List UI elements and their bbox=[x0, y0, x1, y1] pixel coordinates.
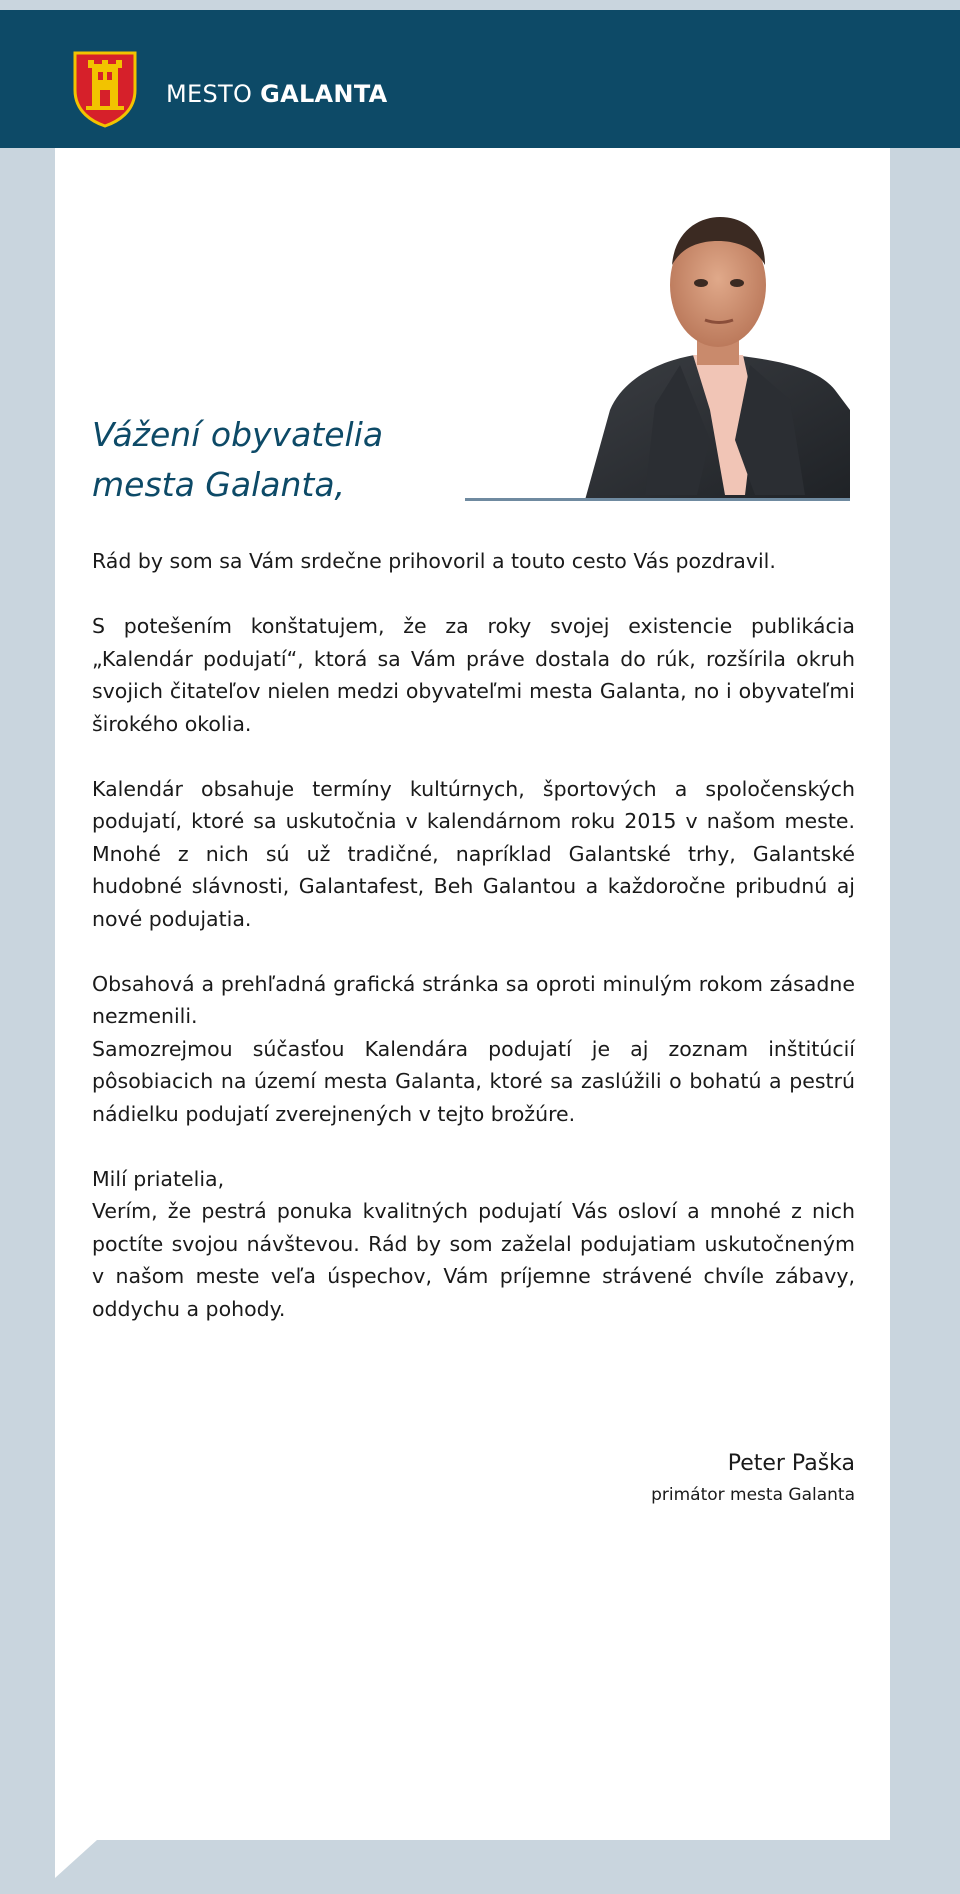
paragraph-institutions: Samozrejmou súčasťou Kalendára podujatí je aj zoznam inštitúcií pôsobiacich na území mesta Galanta, ktoré sa zaslúžili o bohatú a pestrú nádielku podujatí zverejnených v tejto brožúre. bbox=[92, 1036, 855, 1126]
brand-mesto: MESTO bbox=[166, 80, 253, 108]
paragraph-intro: Rád by som sa Vám srdečne prihovoril a touto cesto Vás pozdravil. bbox=[92, 549, 776, 573]
paragraph-closing: Verím, že pestrá ponuka kvalitných podujatí Vás osloví a mnohé z nich poctíte svojou návštevou. Rád by som zaželal podujatiam uskutočneným v našom meste veľa úspechov, Vám príjemne strávené chvíle zábavy, oddychu a pohody. bbox=[92, 1199, 855, 1321]
galanta-coat-of-arms-icon bbox=[72, 50, 138, 128]
signature-name: Peter Paška bbox=[727, 1451, 855, 1476]
photo-underline bbox=[465, 498, 850, 501]
header-bar bbox=[0, 10, 960, 148]
paragraph-layout: Obsahová a prehľadná grafická stránka sa oproti minulým rokom zásadne nezmenili. bbox=[92, 971, 855, 1028]
signature-title: primátor mesta Galanta bbox=[651, 1485, 855, 1505]
panel-notch bbox=[55, 1840, 97, 1878]
signature bbox=[651, 1448, 855, 1510]
paragraph-publication: S potešením konštatujem, že za roky svojej existencie publikácia „Kalendár podujatí“, ktorá sa Vám práve dostala do rúk, rozšírila okruh svojich čitateľov nielen medzi obyvateľmi mesta Galanta, no i obyvateľmi širokého okolia. bbox=[92, 614, 855, 736]
letter-body bbox=[92, 545, 855, 1358]
greeting bbox=[92, 410, 512, 510]
brand-galanta: GALANTA bbox=[260, 80, 388, 108]
paragraph-salutation: Milí priatelia, bbox=[92, 1166, 225, 1191]
greeting-line-2: mesta Galanta, bbox=[92, 465, 346, 504]
mayor-portrait-photo bbox=[585, 195, 850, 500]
brand-title bbox=[166, 80, 388, 108]
paragraph-calendar: Kalendár obsahuje termíny kultúrnych, športových a spoločenských podujatí, ktoré sa uskutočnia v kalendárnom roku 2015 v našom meste. Mnohé z nich sú už tradičné, napríklad Galantské trhy, Galantské hudobné slávnosti, Galantafest, Beh Galantou a každoročne pribudnú aj nové podujatia. bbox=[92, 776, 855, 931]
greeting-line-1: Vážení obyvatelia bbox=[92, 415, 384, 454]
